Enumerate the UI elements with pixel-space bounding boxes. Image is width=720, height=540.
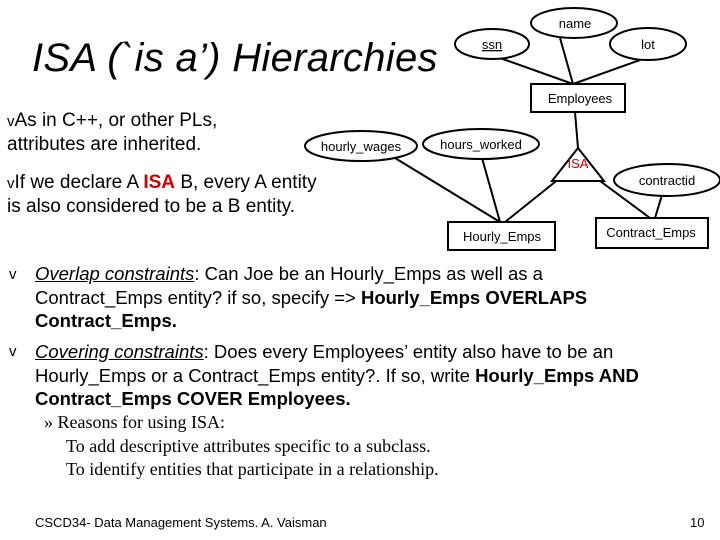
bullet-line-2: is also considered to be a B entity. bbox=[7, 196, 295, 217]
bullet-mark: v bbox=[9, 266, 17, 283]
entity-hourly-emps-label: Hourly_Emps bbox=[462, 229, 542, 244]
attr-hourly-wages-label: hourly_wages bbox=[320, 139, 402, 154]
bullet-emphasis: Hourly_Emps AND bbox=[475, 364, 639, 386]
isa-label: ISA bbox=[567, 156, 589, 171]
bullet-mark: v bbox=[7, 175, 15, 192]
bullet-line-1: If we declare A ISA B, every A entity bbox=[14, 172, 317, 193]
attr-name-label: name bbox=[558, 16, 592, 31]
term-covering-constraints: Covering constraints bbox=[35, 341, 204, 362]
edge-employees-isa bbox=[575, 112, 578, 148]
bullet-mark: v bbox=[9, 343, 17, 360]
slide-title: ISA (`is a’) Hierarchies bbox=[32, 36, 438, 80]
bullet-isa-definition bbox=[7, 171, 317, 218]
bullet-overlap-constraints bbox=[35, 262, 587, 333]
bullet-inheritance bbox=[7, 109, 217, 156]
attr-lot-label: lot bbox=[641, 37, 655, 52]
edge-isa-hourly bbox=[505, 178, 560, 222]
bullet-mark: v bbox=[7, 113, 15, 130]
bullet-text: : Can Joe be an Hourly_Emps as well as a bbox=[194, 263, 543, 284]
attr-hours-worked-label: hours_worked bbox=[440, 137, 522, 152]
page-number: 10 bbox=[690, 515, 705, 530]
reasons-heading: » Reasons for using ISA: bbox=[44, 412, 225, 432]
attr-contractid-label: contractid bbox=[638, 173, 696, 188]
entity-contract-emps-label: Contract_Emps bbox=[606, 225, 696, 240]
edge-ssn-employees bbox=[500, 58, 573, 84]
entity-employees-label: Employees bbox=[547, 91, 613, 106]
reason-item: To add descriptive attributes specific to a subclass. bbox=[66, 436, 431, 456]
bullet-line-2: attributes are inherited. bbox=[7, 134, 202, 155]
edge-lot-employees bbox=[573, 60, 640, 84]
bullet-text: Contract_Emps entity? if so, specify => bbox=[35, 286, 361, 308]
attr-ssn-label: ssn bbox=[481, 37, 503, 52]
bullet-text: : Does every Employees’ entity also have to be an bbox=[203, 341, 614, 362]
term-overlap-constraints: Overlap constraints bbox=[35, 263, 195, 284]
bullet-text: Hourly_Emps or a Contract_Emps entity?. If so, write bbox=[35, 364, 476, 386]
reason-item: To identify entities that participate in a relationship. bbox=[66, 459, 439, 479]
footer-course: CSCD34- Data Management Systems. A. Vaisman bbox=[35, 515, 327, 530]
bullet-emphasis: Hourly_Emps OVERLAPS bbox=[360, 286, 588, 308]
bullet-emphasis: Contract_Emps COVER Employees. bbox=[35, 388, 351, 409]
bullet-line-1: As in C++, or other PLs, bbox=[14, 110, 218, 131]
edge-name-employees bbox=[560, 38, 573, 84]
bullet-covering-constraints bbox=[35, 340, 639, 411]
bullet-emphasis: Contract_Emps. bbox=[35, 310, 177, 331]
edge-contractid-contract bbox=[655, 195, 662, 218]
